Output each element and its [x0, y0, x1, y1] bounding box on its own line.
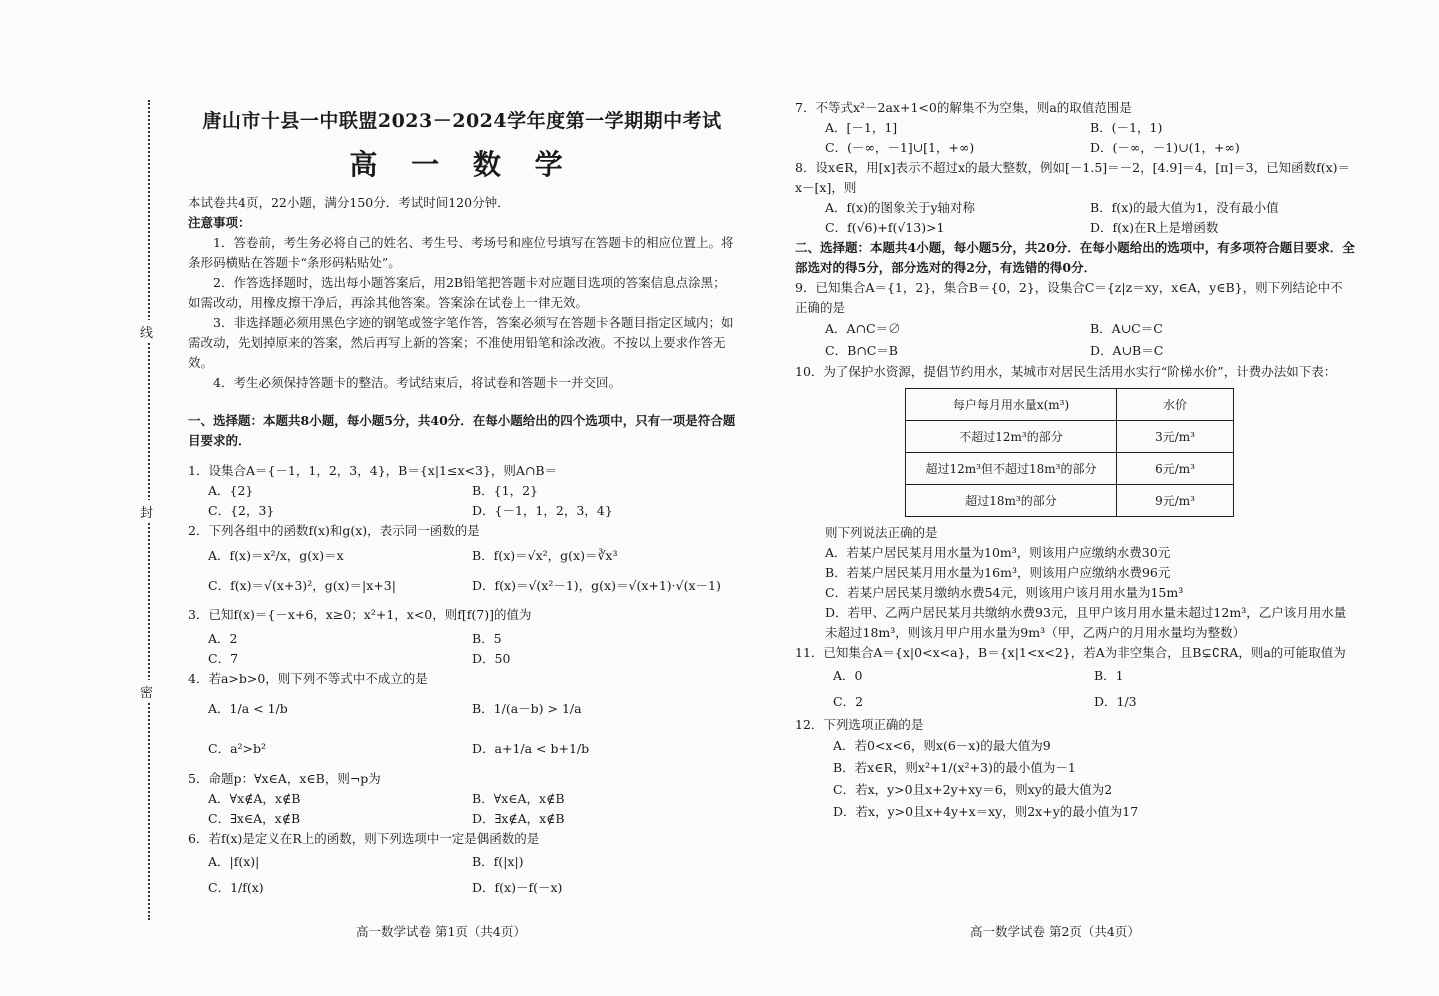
option: A．{2} — [208, 483, 254, 498]
option: C．若x，y>0且x+2y+xy＝6，则xy的最大值为2 — [833, 782, 1113, 797]
question-stem: 1．设集合A＝{－1，1，2，3，4}，B＝{x|1≤x<3}，则A∩B＝ — [188, 463, 558, 478]
option: D．(－∞，－1)∪(1，+∞) — [1090, 140, 1240, 155]
question-11 — [795, 643, 1355, 715]
question-stem: 5．命题p：∀x∈A，x∈B，则¬p为 — [188, 771, 381, 786]
option: D．若x，y>0且x+4y+x＝xy，则2x+y的最小值为17 — [833, 804, 1139, 819]
option: B．(－1，1) — [1090, 120, 1163, 135]
option: C．{2，3} — [208, 503, 275, 518]
option: D．A∪B＝C — [1090, 343, 1164, 358]
option: D．若甲、乙两户居民某月共缴纳水费93元，且甲户该月用水量未超过12m³，乙户该月用水量未超过18m³，则该月甲户用水量为9m³（甲，乙两户的月用水量均为整数） — [825, 605, 1347, 640]
option: D．f(x)－f(－x) — [472, 880, 563, 895]
option: D．1/3 — [1094, 694, 1137, 709]
notice-head: 注意事项： — [188, 215, 251, 230]
table-cell: 6元/m³ — [1117, 453, 1234, 485]
section-one-heading: 一、选择题：本题共8小题，每小题5分，共40分．在每小题给出的四个选项中，只有一项是符合题目要求的． — [188, 413, 736, 448]
question-stem: 9．已知集合A＝{1，2}，集合B＝{0，2}，设集合C＝{z|z＝xy，x∈A，y∈B}，则下列结论中不正确的是 — [795, 280, 1343, 315]
table-row — [906, 485, 1234, 517]
option: A．∀x∉A，x∉B — [208, 791, 301, 806]
binding-mark-seal: 封 — [140, 500, 153, 523]
option: B．∀x∈A，x∉B — [472, 791, 565, 806]
question-stem: 12．下列选项正确的是 — [795, 717, 924, 732]
option: B．1 — [1094, 668, 1124, 683]
page-footer-left: 高一数学试卷 第1页（共4页） — [356, 924, 526, 939]
water-fee-table — [905, 388, 1234, 517]
page-footer-right: 高一数学试卷 第2页（共4页） — [970, 924, 1140, 939]
table-cell: 3元/m³ — [1117, 421, 1234, 453]
table-header-cell: 水价 — [1117, 389, 1234, 421]
option: D．f(x)在R上是增函数 — [1090, 220, 1219, 235]
option: C．∃x∈A，x∉B — [208, 811, 301, 826]
option: B．A∪C＝C — [1090, 321, 1163, 336]
option: B．若x∈R，则x²+1/(x²+3)的最小值为－1 — [833, 760, 1076, 775]
question-4 — [188, 669, 736, 769]
option: A．A∩C＝∅ — [825, 321, 901, 336]
option: D．∃x∉A，x∉B — [472, 811, 565, 826]
left-column — [188, 193, 736, 901]
question-1 — [188, 461, 736, 521]
option: B．1/(a－b) > 1/a — [472, 701, 582, 716]
binding-mark-line: 线 — [140, 320, 153, 343]
option: C．f(√6)+f(√13)>1 — [825, 220, 945, 235]
option: C．1/f(x) — [208, 880, 264, 895]
notice-item: 2．作答选择题时，选出每小题答案后，用2B铅笔把答题卡对应题目选项的答案信息点涂黑；如需改动，用橡皮擦干净后，再涂其他答案。答案涂在试卷上一律无效。 — [188, 275, 726, 310]
question-2 — [188, 521, 736, 601]
option: A．|f(x)| — [208, 854, 260, 869]
question-3 — [188, 601, 736, 669]
question-10 — [795, 362, 1355, 643]
question-8 — [795, 158, 1355, 238]
table-header-row — [906, 389, 1234, 421]
question-stem: 4．若a>b>0，则下列不等式中不成立的是 — [188, 671, 428, 686]
question-stem: 8．设x∈R，用[x]表示不超过x的最大整数，例如[－1.5]＝－2，[4.9]＝4，[π]＝3，已知函数f(x)＝x－[x]，则 — [795, 160, 1351, 195]
option: A．f(x)的图象关于y轴对称 — [825, 200, 976, 215]
option: B．若某户居民某月用水量为16m³，则该用户应缴纳水费96元 — [825, 565, 1171, 580]
section-two-heading: 二、选择题：本题共4小题，每小题5分，共20分．在每小题给出的选项中，有多项符合题目要求．全部选对的得5分，部分选对的得2分，有选错的得0分． — [795, 240, 1355, 275]
binding-mark-secret: 密 — [140, 680, 153, 703]
option: A．1/a < 1/b — [208, 701, 288, 716]
table-row — [906, 421, 1234, 453]
notice-item: 4．考生必须保持答题卡的整洁。考试结束后，将试卷和答题卡一并交回。 — [213, 375, 621, 390]
table-cell: 不超过12m³的部分 — [906, 421, 1117, 453]
option: B．5 — [472, 631, 502, 646]
option: C．f(x)＝√(x+3)²，g(x)＝|x+3| — [208, 578, 396, 593]
option: B．{1，2} — [472, 483, 538, 498]
option: C．7 — [208, 651, 239, 666]
question-stem: 11．已知集合A＝{x|0<x<a}，B＝{x|1<x<2}，若A为非空集合，且B⊊∁RA，则a的可能取值为 — [795, 645, 1346, 660]
table-cell: 9元/m³ — [1117, 485, 1234, 517]
exam-subject: 高 一 数 学 — [349, 148, 575, 181]
question-lead: 则下列说法正确的是 — [825, 525, 938, 540]
option: D．{－1，1，2，3，4} — [472, 503, 613, 518]
exam-title: 唐山市十县一中联盟2023－2024学年度第一学期期中考试 — [202, 110, 722, 132]
option: B．f(x)＝√x²，g(x)＝∛x³ — [472, 548, 618, 563]
option: D．50 — [472, 651, 511, 666]
option: A．若某户居民某月用水量为10m³，则该用户应缴纳水费30元 — [825, 545, 1171, 560]
option: D．f(x)＝√(x²－1)，g(x)＝√(x+1)·√(x－1) — [472, 578, 721, 593]
table-cell: 超过18m³的部分 — [906, 485, 1117, 517]
question-stem: 7．不等式x²－2ax+1<0的解集不为空集，则a的取值范围是 — [795, 100, 1132, 115]
option: A．2 — [208, 631, 238, 646]
option: A．若0<x<6，则x(6－x)的最大值为9 — [833, 738, 1051, 753]
table-row — [906, 453, 1234, 485]
option: C．若某户居民某月缴纳水费54元，则该用户该月用水量为15m³ — [825, 585, 1184, 600]
question-7 — [795, 98, 1355, 158]
option: A．0 — [833, 668, 863, 683]
table-header-cell: 每户每月用水量x(m³) — [906, 389, 1117, 421]
option: A．f(x)＝x²/x，g(x)＝x — [208, 548, 344, 563]
option: B．f(|x|) — [472, 854, 524, 869]
option: B．f(x)的最大值为1，没有最小值 — [1090, 200, 1279, 215]
option: C．(－∞，－1]∪[1，+∞) — [825, 140, 975, 155]
question-stem: 6．若f(x)是定义在R上的函数，则下列选项中一定是偶函数的是 — [188, 831, 540, 846]
question-12 — [795, 715, 1355, 823]
question-9 — [795, 278, 1355, 362]
question-stem: 2．下列各组中的函数f(x)和g(x)，表示同一函数的是 — [188, 523, 480, 538]
notice-item: 1．答卷前，考生务必将自己的姓名、考生号、考场号和座位号填写在答题卡的相应位置上。将条形码横贴在答题卡“条形码粘贴处”。 — [188, 235, 734, 270]
option: C．B∩C＝B — [825, 343, 898, 358]
question-stem: 3．已知f(x)＝{－x+6，x≥0；x²+1，x<0，则f[f(7)]的值为 — [188, 607, 532, 622]
notice-item: 3．非选择题必须用黑色字迹的钢笔或签字笔作答，答案必须写在答题卡各题目指定区域内；如需改动，先划掉原来的答案，然后再写上新的答案；不准使用铅笔和涂改液。不按以上要求作答无效。 — [188, 315, 734, 370]
option: C．2 — [833, 694, 864, 709]
intro: 本试卷共4页，22小题，满分150分．考试时间120分钟． — [188, 195, 510, 210]
right-column — [795, 98, 1355, 823]
question-5 — [188, 769, 736, 829]
option: A．[－1，1] — [825, 120, 898, 135]
table-cell: 超过12m³但不超过18m³的部分 — [906, 453, 1117, 485]
question-6 — [188, 829, 736, 901]
option: D．a+1/a < b+1/b — [472, 741, 590, 756]
question-stem: 10．为了保护水资源，提倡节约用水，某城市对居民生活用水实行“阶梯水价”，计费办法如下表： — [795, 364, 1337, 379]
option: C．a²>b² — [208, 741, 267, 756]
